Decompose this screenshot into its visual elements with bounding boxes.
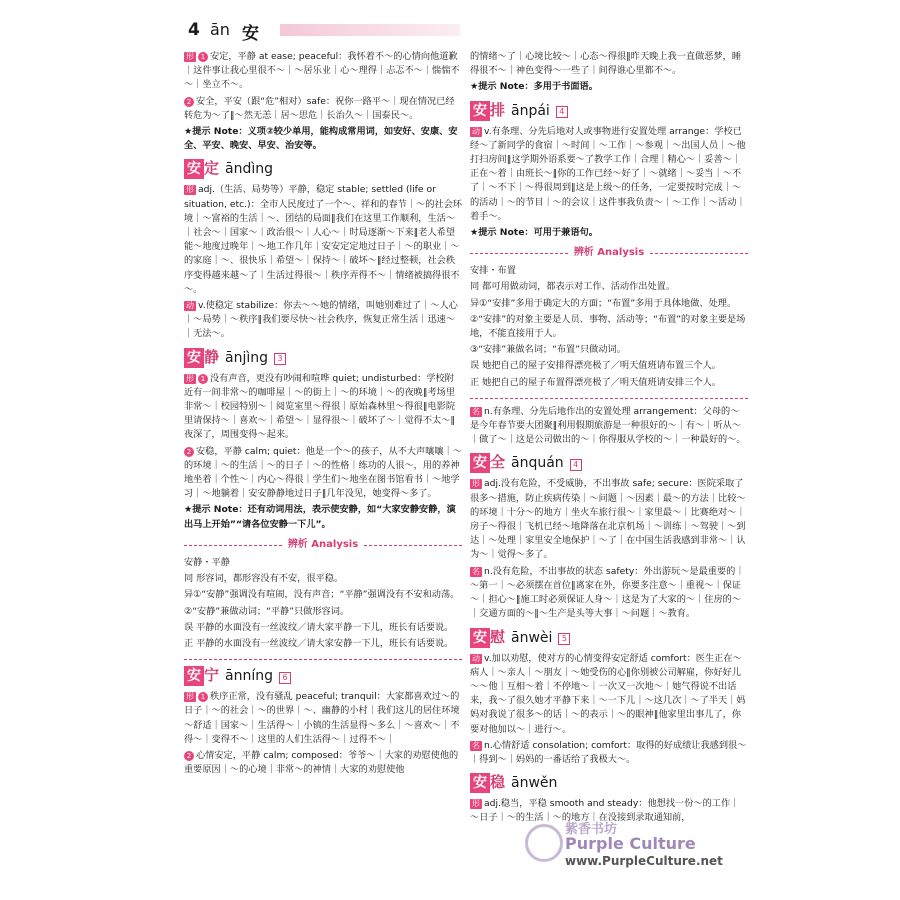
header-decoration <box>280 24 460 36</box>
analysis-title: 辨析 Analysis <box>282 539 364 550</box>
headword-char-2: 慰 <box>490 627 506 646</box>
sense-text: n.心情舒适 consolation; comfort：取得的好成绩让我感到很～｜得到～｜妈妈的一番话给了我极大～。 <box>470 739 747 765</box>
sense-text: n.有条理、分先后地作出的安置处理 arrangement：父母的～是今年春节要大团聚‖利用假期旅游是一种很好的～｜有～｜听从～｜做了～｜这是公司做出的～｜你得服从学校的～｜一种最好的～。 <box>470 405 746 446</box>
sense <box>184 372 462 443</box>
analysis-line: 异①“安排”多用于确定大的方面；“布置”多用于具体地做、处理。 <box>470 297 737 309</box>
headword <box>184 666 462 688</box>
headword <box>184 348 462 370</box>
headword-char-1: 安 <box>184 666 204 686</box>
sense-number: 2 <box>184 97 194 107</box>
sense <box>184 95 462 123</box>
analysis-line: 同 形容词，都形容没有不安，很平稳。 <box>184 573 344 585</box>
watermark-chinese: 紫香书坊 <box>565 822 618 837</box>
sense <box>470 226 748 240</box>
headword-pinyin: ānpái <box>511 102 550 119</box>
analysis-line: 正 平静的水面没有一丝波纹／请大家安静一下儿，班长有话要说。 <box>184 637 454 649</box>
sense-text: v.有条理、分先后地对人或事物进行安置处理 arrange：学校已经～了新同学的食宿｜～时间｜～工作｜～参观｜～出国人员｜～他打扫房间‖这学期外语系要～了教学工作｜合理｜精心～｜妥善～｜正在～着｜由班长～‖你的工作已经～好了｜～就绪｜～妥当｜～不了｜～不下｜～得很周到‖这是上级～的任务，一定要按时完成｜～的活动｜～的节目｜～的会议｜这件事我负责～｜～工作｜～活动｜着手～。 <box>470 125 746 222</box>
pos-tag: 名 <box>472 406 480 416</box>
sense <box>470 565 748 622</box>
pos-tag: 动 <box>186 301 194 311</box>
watermark-logo-icon <box>525 824 563 862</box>
headword <box>184 159 462 181</box>
sense-number: 1 <box>198 374 208 384</box>
analysis-line: 正 她把自己的屋子布置得漂亮极了／明天值班请安排三个人。 <box>470 376 721 388</box>
headword-char-1: 安 <box>470 628 490 648</box>
headword-pinyin: ānquán <box>511 455 564 472</box>
analysis-header <box>184 538 462 552</box>
headword-pinyin: ānjìng <box>225 349 269 366</box>
sense <box>470 739 748 767</box>
sense <box>184 503 462 531</box>
sense-text: 秩序正常，没有骚乱 peaceful; tranquil：大家都喜欢过～的日子｜～的社会｜～的世界｜～、幽静的小村｜我们这儿的居住环境～舒适｜国家～｜生活得～｜小镇的生活显得～多么｜～喜欢～｜不得～｜变得不～｜这里的人们生活得～｜过得不～｜ <box>184 691 460 745</box>
sense <box>184 445 462 502</box>
headword-char-1: 安 <box>184 159 204 179</box>
sense-text: 安定，平静 at ease; peaceful：我怀着不～的心情向他道歉｜这件事让我心里很不～｜～居乐业｜心～理得｜忐忑不～｜惴惴不～｜坐立不～。 <box>184 51 460 91</box>
sense-text: adj.（生活、局势等）平静，稳定 stable; settled (life or situation, etc.)：全市人民度过了一个～、祥和的春节｜～的社会环境｜～富裕的生活｜～、团结的局面‖我们在这里工作顺利，生活～｜社会～｜国家～｜政治很～｜人心～｜时局逐渐～下来‖老人希望能～地度过晚年｜～地工作几年｜安安定定地过日子｜～的职业｜～的家庭｜～、很快乐｜希望～｜保持～｜破坏～‖经过整顿，社会秩序变得越来越～了｜生活过得很～｜秩序弄得不～｜情绪被搞得很不～。 <box>184 184 462 295</box>
pos-tag: 动 <box>472 126 480 136</box>
right-column <box>470 50 748 828</box>
pos-tag: 形 <box>472 799 480 809</box>
pos-tag: 形 <box>472 479 480 489</box>
hsk-level: 4 <box>570 459 582 471</box>
headword-char-2: 定 <box>204 159 220 178</box>
sense-number: 1 <box>198 52 208 62</box>
pos-tag: 动 <box>472 653 480 663</box>
hsk-level: 6 <box>279 672 291 684</box>
analysis-line: 异①“安静”强调没有喧闹，没有声音；“平静”强调没有不安和动荡。 <box>184 589 460 601</box>
headword-char-1: 安 <box>470 773 490 793</box>
headword-char-1: 安 <box>470 453 490 473</box>
analysis-line: ②“安排”的对象主要是人员、事物、活动等；“布置”的对象主要是场地，不能直接用于人。 <box>470 313 746 340</box>
headword-char-1: 安 <box>470 101 490 121</box>
dictionary-page <box>170 18 750 880</box>
sense <box>184 50 462 93</box>
sense <box>470 477 748 562</box>
headword-char-1: 安 <box>184 348 204 368</box>
headword <box>470 453 748 475</box>
sense-text: 安稳，平静 calm; quiet：他是一个～的孩子，从不大声嚷嚷｜～的环境｜～的生活｜～的日子｜～的性格｜练功的人很～，用的养神地坐着｜个性～｜内心～得很｜学生们～地坐在图书馆看书｜～地学习｜～地躺着｜安安静静地过日子‖几年没见，她变得～多了。 <box>184 445 462 500</box>
sense-text: 没有声音，更没有吵闹和喧哗 quiet; undisturbed：学校附近有一间非常～的咖啡屋｜～的街上｜～的环境｜～的夜晚‖考场里非常～｜校园特别～｜阅览室里～得很｜原始森林里～得很‖电影院里请保持～｜喜欢～｜希望～｜显得很～｜破坏了～｜觉得不太～‖夜深了，周围变得～起来。 <box>184 372 456 441</box>
analysis-line: ③“安排”兼做名词；“布置”只做动词。 <box>470 344 626 356</box>
pos-tag: 形 <box>186 52 194 61</box>
analysis-line: 误 平静的水面没有一丝波纹／请大家平静一下儿，班长有话要说。 <box>184 621 454 633</box>
analysis-box <box>470 246 748 399</box>
analysis-pair: 安排・布置 <box>470 265 516 277</box>
watermark <box>525 818 723 878</box>
continued-text: 的情绪～了｜心境比较～｜心态～得很‖昨天晚上我一直做恶梦，睡得很不～｜神色变得～一些了｜间得谁心里都不～。 <box>470 51 742 77</box>
sense <box>184 749 462 777</box>
sense-text: 心情安定，平静 calm; composed：爷爷～｜大家的劝慰使他的重要原因｜～的心境｜非常～的神情｜大家的劝慰使他 <box>184 749 459 776</box>
headword <box>470 628 748 650</box>
headword-char-2: 宁 <box>204 666 220 685</box>
analysis-line: 同 都可用做动词，都表示对工作、活动作出处置。 <box>470 281 676 293</box>
pos-tag: 名 <box>472 740 480 750</box>
headword-char-2: 全 <box>490 453 506 472</box>
sense-text: 安全，平安（跟“危”相对）safe：祝你一路平～｜现在情况已经转危为～了‖～然无恙｜居～思危｜长治久～｜国泰民～。 <box>184 95 455 121</box>
sense-text: v.加以劝慰，使对方的心情变得安定舒适 comfort：医生正在～病人｜～亲人｜～朋友｜～她受伤的心‖你别被公司解雇，你好好儿～～他｜互相～着｜不停地～｜一次又一次地～｜她气得说不出话来，我～了很久她才平静下来｜～一下儿｜～这几次｜～了半天｜妈妈对我说了很多～的话｜～的表示｜～的眼神‖他家里出事儿了，你要对他加以～｜进行～。 <box>470 652 746 735</box>
header-character: 安 <box>242 24 259 44</box>
sense-text: ★提示 Note：义项②较少单用，能构成常用词，如安好、安康、安全、平安、晚安、早安、治安等。 <box>184 126 458 152</box>
sense <box>470 125 748 224</box>
page-header <box>170 18 750 44</box>
sense <box>470 652 748 737</box>
sense-number: 2 <box>184 751 194 761</box>
headword-char-2: 静 <box>204 347 220 366</box>
analysis-pair: 安静・平静 <box>184 556 230 568</box>
sense-text: adj.稳当，平稳 smooth and steady：他想找一份～的工作｜～日子｜～的生活｜～的地方｜在没接到录取通知前， <box>470 798 740 824</box>
sense <box>184 125 462 153</box>
sense <box>470 405 748 448</box>
header-pinyin: ān <box>210 20 230 39</box>
sense <box>184 299 462 342</box>
headword-char-2: 排 <box>490 100 506 119</box>
sense <box>184 690 462 747</box>
hsk-level: 4 <box>556 106 568 118</box>
analysis-line: 误 她把自己的屋子安排得漂亮极了／明天值班请布置三个人。 <box>470 360 721 372</box>
sense-text: v.使稳定 stabilize：你去～～她的情绪，叫她别难过了｜～人心｜～局势｜～秩序‖我们要尽快～社会秩序，恢复正常生活｜迅速～｜无法～。 <box>184 300 458 340</box>
headword <box>470 773 748 795</box>
headword-pinyin: āndìng <box>225 161 274 178</box>
sense-text: adj.没有危险，不受威胁，不出事故 safe; secure：医院采取了很多～措施，防止疾病传染｜～问题｜～因素｜最～的方法｜比较～的环境｜十分～的地方｜坐火车旅行很～｜家里最～｜比赛绝对～｜房子～得很｜飞机已经～地降落在北京机场｜～训练｜～驾驶｜～到达｜～处理｜家里安全地保护｜～了｜在中国生活我感到非常～｜认为～｜觉得～多了。 <box>470 478 746 561</box>
sense-text: n.没有危险，不出事故的状态 safety：外出游玩～是最重要的｜～第一｜～必须摆在首位‖离家在外，你要多注意～｜重视～｜保证～｜担心～‖施工时必须保证人身～｜这是为了大家的～｜住房的～｜交通方面的～‖～生产是头等大事｜～问题｜～教育。 <box>470 565 745 620</box>
pos-tag: 名 <box>472 566 480 576</box>
sense-text: ★提示 Note：还有动词用法，表示使安静，如“大家安静安静，演出马上开始”“请各位安静一下儿”。 <box>184 504 456 530</box>
analysis-line: ②“安静”兼做动词；“平静”只做形容词。 <box>184 605 350 617</box>
pos-tag: 形 <box>186 692 194 702</box>
sense-number: 1 <box>198 692 208 702</box>
usage-note: ★提示 Note：多用于书面语。 <box>470 81 598 93</box>
analysis-box <box>184 538 462 660</box>
sense-text: ★提示 Note：可用于兼语句。 <box>470 227 598 239</box>
hsk-level: 3 <box>274 353 286 365</box>
pos-tag: 形 <box>186 185 194 195</box>
sense-number: 2 <box>184 447 194 457</box>
left-column <box>184 50 462 779</box>
watermark-url: www.PurpleCulture.net <box>565 854 723 868</box>
analysis-header <box>470 246 748 260</box>
headword-char-2: 稳 <box>490 773 506 792</box>
hsk-level: 5 <box>558 633 570 645</box>
headword <box>470 101 748 123</box>
analysis-title: 辨析 Analysis <box>568 247 650 258</box>
page-number: 4 <box>188 20 200 40</box>
headword-pinyin: ānwèi <box>511 629 553 646</box>
pos-tag: 形 <box>186 373 194 383</box>
headword-pinyin: ānníng <box>225 668 273 685</box>
sense <box>184 183 462 297</box>
headword-pinyin: ānwěn <box>511 775 558 792</box>
watermark-brand: Purple Culture <box>565 834 696 853</box>
